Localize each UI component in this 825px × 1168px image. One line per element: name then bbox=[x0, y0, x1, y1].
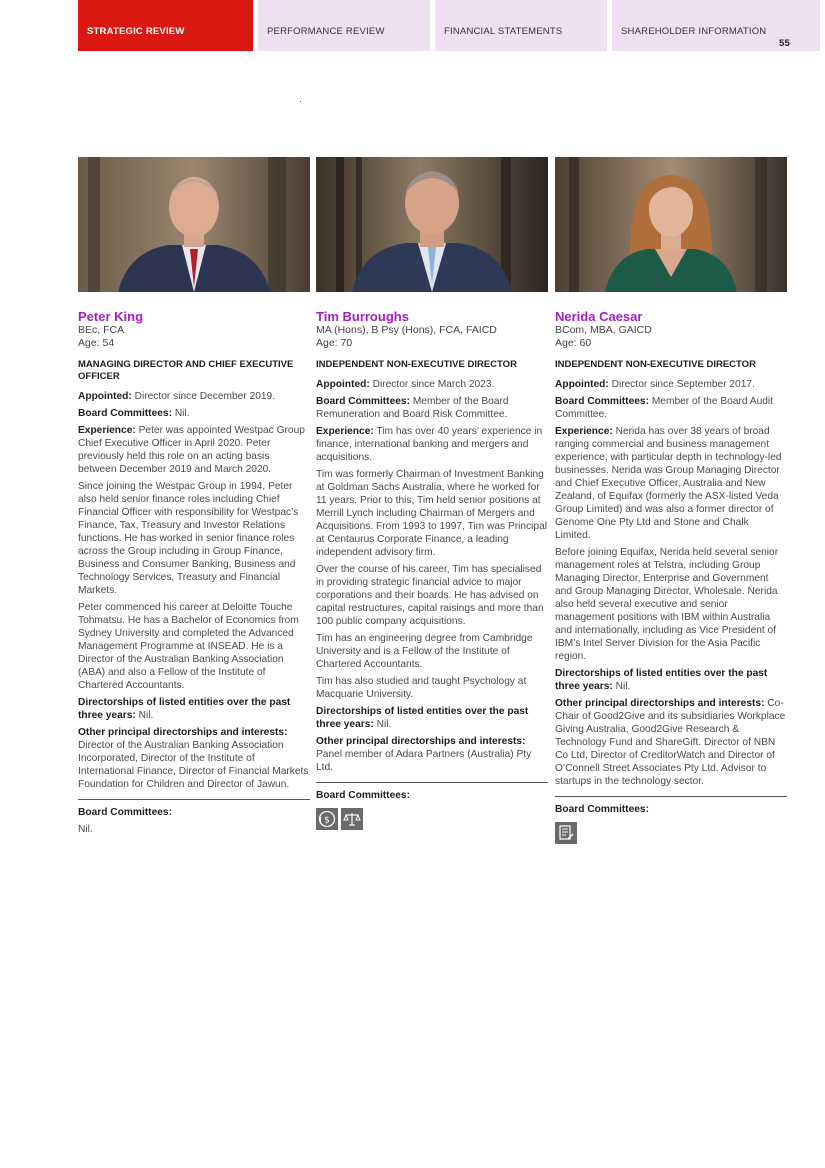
listed-value: Nil. bbox=[138, 710, 154, 721]
tab-performance-review[interactable]: PERFORMANCE REVIEW bbox=[258, 0, 430, 51]
experience-label: Experience: bbox=[555, 426, 613, 437]
board-committees-title: Board Committees: bbox=[555, 804, 649, 815]
listed-label: Directorships of listed entities over the past three years: bbox=[316, 706, 529, 730]
director-qualifications: BEc, FCA bbox=[78, 324, 125, 336]
other-directorships bbox=[78, 726, 310, 791]
listed-value: Nil. bbox=[376, 719, 392, 730]
experience-value: Tim has over 40 years’ experience in finance, international banking and mergers and acquisitions. bbox=[316, 426, 543, 463]
appointed-label: Appointed: bbox=[316, 379, 370, 390]
director-qualifications: BCom, MBA, GAICD bbox=[555, 324, 652, 336]
bio-paragraph: Over the course of his career, Tim has specialised in providing strategic financial advice to major corporations and their boards. He has advised on capital restructures, capital raisings and more than 100 public company acquisitions. bbox=[316, 564, 544, 627]
committees-value: Member of the Board Audit Committee. bbox=[555, 396, 773, 420]
appointed-value: Director since September 2017. bbox=[611, 379, 755, 390]
director-age: Age: 70 bbox=[316, 337, 353, 349]
experience-label: Experience: bbox=[78, 425, 136, 436]
audit-committee-icon bbox=[555, 822, 577, 844]
director-age: Age: 54 bbox=[78, 337, 115, 349]
director-name: Tim Burroughs bbox=[316, 309, 409, 324]
bio-paragraph: Tim has an engineering degree from Cambridge University and is a Fellow of the Institute of Chartered Accountants. bbox=[316, 633, 533, 670]
experience-value: Nerida has over 38 years of broad ranging commercial and business management experience, with particular depth in technology-led businesses. Nerida was Group Managing Director and Chief Executive Officer, Australia and New Zealand, of Equifax (formerly the ASX-listed Veda Group Limited) and was also a former director of Genome One Pty Ltd and Stone and Chalk Limited. bbox=[555, 426, 782, 541]
director-photo bbox=[555, 157, 787, 292]
section-nav bbox=[78, 0, 825, 51]
stray-dot bbox=[300, 101, 301, 102]
risk-committee-icon bbox=[341, 808, 363, 830]
listed-label: Directorships of listed entities over the past three years: bbox=[555, 668, 768, 692]
other-directorships bbox=[316, 735, 548, 774]
listed-value: Nil. bbox=[615, 681, 631, 692]
bio-paragraph: Peter commenced his career at Deloitte Touche Tohmatsu. He has a Bachelor of Economics from Sydney University and completed the Advanced Management Programme at INSEAD. He is a Director of the Australian Banking Association (ABA) and also a Fellow of the Institute of Chartered Accountants. bbox=[78, 602, 299, 691]
director-card-tim-burroughs bbox=[316, 157, 548, 830]
appointed-value: Director since December 2019. bbox=[134, 391, 276, 402]
other-directorships bbox=[555, 697, 787, 788]
director-qualifications: MA (Hons), B Psy (Hons), FCA, FAICD bbox=[316, 324, 497, 336]
director-card-nerida-caesar bbox=[555, 157, 787, 844]
committees-text bbox=[555, 395, 787, 421]
director-photo bbox=[78, 157, 310, 292]
committees-text bbox=[78, 407, 310, 420]
bio-paragraph: Before joining Equifax, Nerida held several senior management roles at Telstra, including Group Managing Director, Enterprise and Government and Group Managing Director, Wholesale. Nerida also held several executive and senior management positions with IBM within Australia and internationally, including as Vice President of IBM’s Intel Server Division for the Asia Pacific region. bbox=[555, 547, 779, 662]
committees-value: Member of the Board Remuneration and Board Risk Committee. bbox=[316, 396, 509, 420]
other-label: Other principal directorships and interests: bbox=[316, 736, 526, 747]
tab-financial-statements[interactable]: FINANCIAL STATEMENTS bbox=[435, 0, 607, 51]
listed-directorships bbox=[555, 667, 787, 693]
director-role: INDEPENDENT NON-EXECUTIVE DIRECTOR bbox=[316, 359, 517, 370]
tab-strategic-review[interactable]: STRATEGIC REVIEW bbox=[78, 0, 253, 51]
appointed-text bbox=[316, 378, 548, 391]
committees-label: Board Committees: bbox=[78, 408, 172, 419]
divider bbox=[316, 782, 548, 783]
page-number: 55 bbox=[779, 38, 790, 49]
bio-paragraph: Since joining the Westpac Group in 1994, Peter also held senior finance roles including Chief Financial Officer with responsibility for Westpac’s Finance, Tax, Treasury and Investor Relations functions. He has worked in senior finance roles across the Group including in Group Finance, Business and Consumer Banking, Business and Technology Services, Treasury and Financial Markets. bbox=[78, 481, 299, 596]
director-age: Age: 60 bbox=[555, 337, 592, 349]
committee-icons bbox=[555, 822, 787, 844]
committees-label: Board Committees: bbox=[316, 396, 410, 407]
director-name: Peter King bbox=[78, 309, 144, 324]
svg-text:$: $ bbox=[324, 815, 330, 826]
appointed-text bbox=[555, 378, 787, 391]
remuneration-committee-icon bbox=[316, 808, 338, 830]
other-value: Panel member of Adara Partners (Australia) Pty Ltd. bbox=[316, 749, 532, 773]
tab-label: SHAREHOLDER INFORMATION bbox=[621, 26, 767, 37]
board-committees-title: Board Committees: bbox=[78, 807, 172, 818]
other-label: Other principal directorships and interests: bbox=[555, 698, 765, 709]
experience-text bbox=[78, 424, 310, 476]
committees-value: Nil. bbox=[174, 408, 190, 419]
experience-label: Experience: bbox=[316, 426, 374, 437]
experience-text bbox=[316, 425, 548, 464]
bio-paragraph: Tim was formerly Chairman of Investment Banking at Goldman Sachs Australia, where he worked for 11 years. Prior to this, Tim held senior positions at Merrill Lynch including Chairman of Mergers and Acquisitions. From 1993 to 1997, Tim was Principal at Centaurus Corporate Finance, a leading independent advisory firm. bbox=[316, 469, 548, 558]
board-committees-title: Board Committees: bbox=[316, 790, 410, 801]
other-value: Co-Chair of Good2Give and its subsidiaries Workplace Giving Australia, Good2Give Research & Technology Fund and ShareGift. Director of NBN Co Ltd, Director of CreditorWatch and Director of O’Connell Street Associates Pty Ltd. Advisor to startups in the technology sector. bbox=[555, 698, 786, 787]
board-committees-value: Nil. bbox=[78, 824, 93, 835]
other-label: Other principal directorships and interests: bbox=[78, 727, 288, 738]
listed-directorships bbox=[316, 705, 548, 731]
other-value: Director of the Australian Banking Association Incorporated, Director of the Institute of International Finance, Director of Financial Markets Foundation for Children and Director of Jawun. bbox=[78, 740, 309, 790]
appointed-value: Director since March 2023. bbox=[372, 379, 495, 390]
committee-icons bbox=[316, 808, 548, 830]
director-photo bbox=[316, 157, 548, 292]
appointed-text bbox=[78, 390, 310, 403]
appointed-label: Appointed: bbox=[555, 379, 609, 390]
committees-text bbox=[316, 395, 548, 421]
appointed-label: Appointed: bbox=[78, 391, 132, 402]
bio-paragraph: Tim has also studied and taught Psychology at Macquarie University. bbox=[316, 676, 527, 700]
director-role: MANAGING DIRECTOR AND CHIEF EXECUTIVE OFFICER bbox=[78, 359, 294, 382]
experience-text bbox=[555, 425, 787, 542]
tab-shareholder-information[interactable] bbox=[612, 0, 820, 51]
listed-directorships bbox=[78, 696, 310, 722]
listed-label: Directorships of listed entities over the past three years: bbox=[78, 697, 291, 721]
experience-value: Peter was appointed Westpac Group Chief Executive Officer in April 2020. Peter previously held this role on an acting basis between December 2019 and March 2020. bbox=[78, 425, 305, 475]
divider bbox=[555, 796, 787, 797]
committees-label: Board Committees: bbox=[555, 396, 649, 407]
director-card-peter-king bbox=[78, 157, 310, 836]
director-name: Nerida Caesar bbox=[555, 309, 643, 324]
director-role: INDEPENDENT NON-EXECUTIVE DIRECTOR bbox=[555, 359, 756, 370]
divider bbox=[78, 799, 310, 800]
